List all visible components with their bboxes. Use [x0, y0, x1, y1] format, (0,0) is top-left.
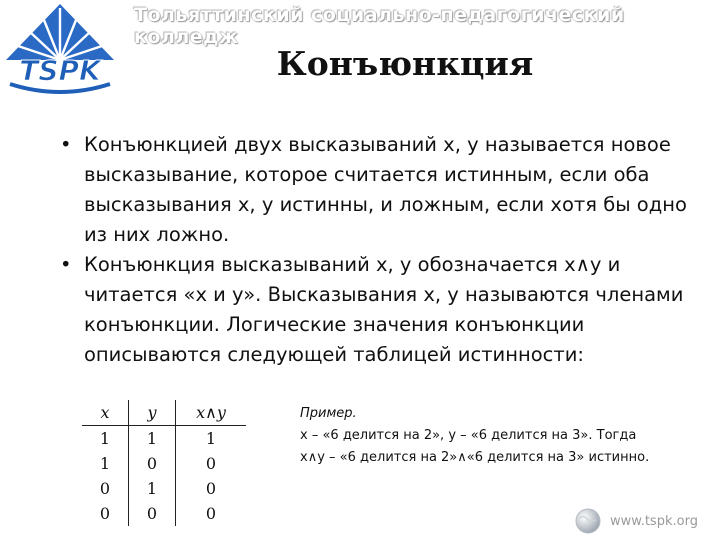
- truth-table-header: x: [82, 400, 129, 426]
- truth-table: [82, 400, 246, 526]
- truth-table-header-row: [82, 400, 246, 426]
- college-name: Тольяттинский социально-педагогический колледж: [134, 4, 625, 48]
- example-block: [300, 403, 710, 469]
- truth-table-cell: 0: [205, 454, 217, 473]
- truth-table-header: x∧y: [176, 400, 247, 426]
- truth-table-cell: 0: [205, 504, 217, 523]
- slide-content: [48, 130, 698, 370]
- truth-table-row: [82, 426, 246, 452]
- bullet-text: Конъюнкцией двух высказываний x, y называется новое высказывание, которое считается истинным, если оба высказывания x, y истинны, и ложным, если хотя бы одно из них ложно.: [84, 133, 687, 246]
- truth-table-cell: 0: [205, 479, 217, 498]
- example-line: x∧y – «6 делится на 2»∧«6 делится на 3» истинно.: [300, 450, 650, 465]
- truth-table-row: [82, 476, 246, 501]
- truth-table-row: [82, 451, 246, 476]
- truth-table-cell: 1: [129, 426, 176, 452]
- bullet-text: Конъюнкция высказываний x, y обозначается x∧y и читается «x и y». Высказывания x, y называются членами конъюнкции. Логические значения конъюнкции описываются следующей таблицей истинности:: [84, 253, 684, 366]
- bullet-dot-icon: •: [60, 253, 72, 276]
- truth-table-cell: 0: [129, 501, 176, 526]
- truth-table-cell: 1: [205, 429, 217, 448]
- globe-icon: [574, 507, 602, 535]
- truth-table-row: [82, 501, 246, 526]
- truth-table-header: y: [129, 400, 176, 426]
- website-url[interactable]: www.tspk.org: [610, 513, 698, 529]
- bullet-item-notation: [48, 250, 698, 370]
- truth-table-cell: 1: [129, 476, 176, 501]
- logo-text: TSPK: [19, 54, 101, 87]
- truth-table-cell: 1: [82, 451, 129, 476]
- truth-table-cell: 1: [82, 426, 129, 452]
- example-line: x – «6 делится на 2», y – «6 делится на 3». Тогда: [300, 428, 637, 443]
- truth-table-cell: 0: [82, 501, 129, 526]
- truth-table-cell: 0: [129, 451, 176, 476]
- website-footer: [574, 506, 698, 536]
- slide-title: Конъюнкция: [276, 44, 534, 83]
- bullet-dot-icon: •: [60, 133, 72, 156]
- bullet-item-definition: [48, 130, 698, 250]
- example-title: Пример.: [300, 406, 357, 421]
- truth-table-cell: 0: [82, 476, 129, 501]
